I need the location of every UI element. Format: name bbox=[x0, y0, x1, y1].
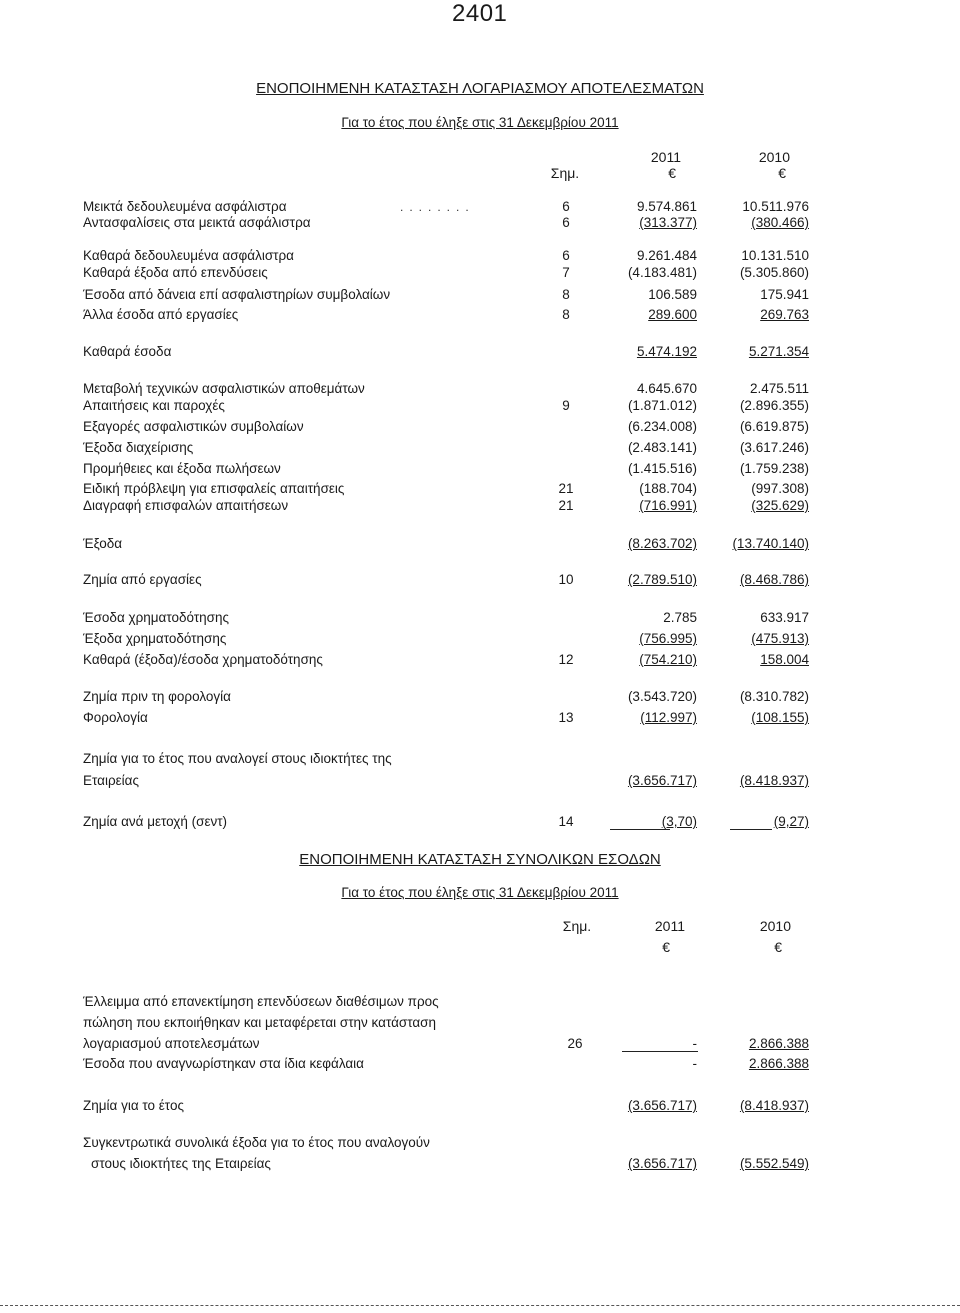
table-row bbox=[0, 772, 960, 790]
income-header-notes bbox=[0, 164, 960, 182]
value-2011: (1.871.012) bbox=[627, 398, 697, 413]
row-label: Φορολογία bbox=[83, 710, 148, 725]
value-2011: 9.261.484 bbox=[636, 248, 697, 263]
row-note: 6 bbox=[562, 215, 570, 230]
page-number: 2401 bbox=[452, 0, 508, 27]
row-label: Μεταβολή τεχνικών ασφαλιστικών αποθεμάτων bbox=[83, 381, 365, 396]
row-label: Ζημία ανά μετοχή (σεντ) bbox=[83, 814, 228, 829]
value-2010: (5.305.860) bbox=[739, 265, 809, 280]
row-label: Ειδική πρόβλεψη για επισφαλείς απαιτήσεις bbox=[83, 481, 345, 496]
year-2011: 2011 bbox=[654, 918, 685, 934]
table-row bbox=[0, 1155, 960, 1173]
value-2010: (8.310.782) bbox=[739, 689, 809, 704]
value-2011: (313.377) bbox=[639, 215, 697, 230]
value-2011: 9.574.861 bbox=[636, 199, 697, 214]
row-label: Ζημία για το έτος bbox=[83, 1098, 184, 1113]
value-2011: (2.483.141) bbox=[627, 440, 697, 455]
value-2011: (188.704) bbox=[639, 481, 697, 496]
row-note: 14 bbox=[558, 814, 574, 829]
value-2010: (3.617.246) bbox=[739, 440, 809, 455]
table-row bbox=[0, 750, 960, 768]
table-row bbox=[0, 1134, 960, 1152]
row-label: Απαιτήσεις και παροχές bbox=[83, 398, 225, 413]
note-label: Σημ. bbox=[550, 165, 580, 181]
table-row bbox=[0, 286, 960, 304]
row-label: πώληση που εκποιήθηκαν και μεταφέρεται στην κατάσταση bbox=[83, 1015, 437, 1030]
row-label: Διαγραφή επισφαλών απαιτήσεων bbox=[83, 498, 289, 513]
underline-rule bbox=[730, 829, 772, 830]
value-2011: 289.600 bbox=[648, 307, 697, 322]
value-2010: (325.629) bbox=[751, 498, 809, 513]
table-row bbox=[0, 609, 960, 627]
year-2011: 2011 bbox=[650, 149, 681, 165]
value-2010: (8.468.786) bbox=[739, 572, 809, 587]
value-2011: (716.991) bbox=[639, 498, 697, 513]
row-note: 21 bbox=[558, 481, 574, 496]
row-label: Ζημία από εργασίες bbox=[83, 572, 202, 587]
value-2011: (754.210) bbox=[639, 652, 697, 667]
value-2010: 5.271.354 bbox=[748, 344, 809, 359]
table-row bbox=[0, 343, 960, 361]
scan-edge-line bbox=[0, 1305, 960, 1306]
value-2010: 10.511.976 bbox=[742, 199, 809, 214]
value-2010: 10.131.510 bbox=[741, 248, 809, 263]
value-2011: (4.183.481) bbox=[627, 265, 697, 280]
table-row bbox=[0, 571, 960, 589]
value-2011: 2.785 bbox=[663, 610, 697, 625]
row-label: Καθαρά (έξοδα)/έσοδα χρηματοδότησης bbox=[83, 652, 323, 667]
value-2010: (9,27) bbox=[773, 814, 809, 829]
value-2011: (3.543.720) bbox=[627, 689, 697, 704]
row-note: 8 bbox=[562, 287, 570, 302]
row-label: Καθαρά έσοδα bbox=[83, 344, 172, 359]
table-row bbox=[0, 497, 960, 515]
value-2010: (8.418.937) bbox=[739, 1098, 809, 1113]
note-label: Σημ. bbox=[562, 918, 592, 934]
row-note: 8 bbox=[562, 307, 570, 322]
table-row bbox=[0, 439, 960, 457]
row-note: 21 bbox=[558, 498, 574, 513]
table-row bbox=[0, 480, 960, 498]
value-2011: (3,70) bbox=[661, 814, 697, 829]
table-row bbox=[0, 418, 960, 436]
value-2011: (756.995) bbox=[639, 631, 697, 646]
table-row bbox=[0, 1097, 960, 1115]
row-label: Μεικτά δεδουλευμένα ασφάλιστρα bbox=[83, 199, 287, 214]
value-2011: 4.645.670 bbox=[636, 381, 697, 396]
table-row bbox=[0, 993, 960, 1011]
table-row bbox=[0, 688, 960, 706]
value-2010: (997.308) bbox=[751, 481, 809, 496]
value-2010: (13.740.140) bbox=[732, 536, 809, 551]
value-2011: - bbox=[692, 1056, 697, 1071]
value-2011: 5.474.192 bbox=[636, 344, 697, 359]
value-2010: (5.552.549) bbox=[739, 1156, 809, 1171]
value-2010: 269.763 bbox=[760, 307, 809, 322]
row-label: Έξοδα bbox=[83, 536, 123, 551]
row-label: Αντασφαλίσεις στα μεικτά ασφάλιστρα bbox=[83, 215, 311, 230]
comprehensive-header-years bbox=[0, 917, 960, 935]
table-row bbox=[0, 214, 960, 232]
table-row bbox=[0, 630, 960, 648]
table-row bbox=[0, 651, 960, 669]
value-2011: (3.656.717) bbox=[627, 773, 697, 788]
row-label: λογαριασμού αποτελεσμάτων bbox=[83, 1036, 260, 1051]
value-2010: 633.917 bbox=[760, 610, 809, 625]
value-2010: (108.155) bbox=[751, 710, 809, 725]
row-label: Έσοδα από δάνεια επί ασφαλιστηρίων συμβολαίων bbox=[83, 287, 391, 302]
value-2011: - bbox=[692, 1036, 697, 1051]
table-row bbox=[0, 709, 960, 727]
currency-2011: € bbox=[668, 165, 676, 181]
value-2011: (8.263.702) bbox=[627, 536, 697, 551]
value-2010: 2.866.388 bbox=[748, 1056, 809, 1071]
row-label: Έξοδα χρηματοδότησης bbox=[83, 631, 227, 646]
table-row bbox=[0, 264, 960, 282]
value-2011: 106.589 bbox=[648, 287, 697, 302]
table-row bbox=[0, 460, 960, 478]
row-note: 6 bbox=[562, 248, 570, 263]
table-row bbox=[0, 535, 960, 553]
value-2010: (6.619.875) bbox=[739, 419, 809, 434]
row-label: Ζημία πριν τη φορολογία bbox=[83, 689, 231, 704]
row-label: Εταιρείας bbox=[83, 773, 139, 788]
currency-2011: € bbox=[662, 939, 670, 955]
underline-rule bbox=[622, 1051, 698, 1052]
row-label: Καθαρά έξοδα από επενδύσεις bbox=[83, 265, 268, 280]
table-row bbox=[0, 380, 960, 398]
value-2010: 175.941 bbox=[760, 287, 809, 302]
comprehensive-income-title: ΕΝΟΠΟΙΗΜΕΝΗ ΚΑΤΑΣΤΑΣΗ ΣΥΝΟΛΙΚΩΝ ΕΣΟΔΩΝ bbox=[299, 851, 661, 868]
table-row bbox=[0, 1055, 960, 1073]
value-2010: (380.466) bbox=[751, 215, 809, 230]
row-note: 10 bbox=[558, 572, 574, 587]
row-label: Έσοδα χρηματοδότησης bbox=[83, 610, 230, 625]
value-2011: (3.656.717) bbox=[627, 1156, 697, 1171]
table-row bbox=[0, 1014, 960, 1032]
row-label: Καθαρά δεδουλευμένα ασφάλιστρα bbox=[83, 248, 294, 263]
currency-2010: € bbox=[774, 939, 782, 955]
comprehensive-income-subtitle: Για το έτος που έληξε στις 31 Δεκεμβρίου 2011 bbox=[341, 885, 619, 900]
income-statement-subtitle: Για το έτος που έληξε στις 31 Δεκεμβρίου 2011 bbox=[341, 115, 619, 130]
table-row bbox=[0, 397, 960, 415]
value-2011: (112.997) bbox=[640, 710, 697, 725]
year-2010: 2010 bbox=[759, 918, 791, 934]
value-2010: 2.866.388 bbox=[748, 1036, 809, 1051]
currency-2010: € bbox=[778, 165, 786, 181]
value-2011: (1.415.516) bbox=[627, 461, 697, 476]
table-row bbox=[0, 813, 960, 831]
income-statement-title: ΕΝΟΠΟΙΗΜΕΝΗ ΚΑΤΑΣΤΑΣΗ ΛΟΓΑΡΙΑΣΜΟΥ ΑΠΟΤΕΛΕΣΜΑΤΩΝ bbox=[256, 80, 704, 97]
value-2010: (475.913) bbox=[751, 631, 809, 646]
row-note: 26 bbox=[567, 1036, 583, 1051]
row-label: Εξαγορές ασφαλιστικών συμβολαίων bbox=[83, 419, 304, 434]
table-row bbox=[0, 306, 960, 324]
row-note: 9 bbox=[562, 398, 570, 413]
row-label: Έξοδα διαχείρισης bbox=[83, 440, 194, 455]
leader-dots: ........ bbox=[400, 200, 475, 214]
value-2011: (2.789.510) bbox=[627, 572, 697, 587]
value-2011: (6.234.008) bbox=[627, 419, 697, 434]
row-label: Άλλα έσοδα από εργασίες bbox=[83, 307, 239, 322]
comprehensive-header-currency bbox=[0, 938, 960, 956]
row-label: Προμήθειες και έξοδα πωλήσεων bbox=[83, 461, 281, 476]
row-note: 6 bbox=[562, 199, 570, 214]
row-label: Έλλειμμα από επανεκτίμηση επενδύσεων διαθέσιμων προς bbox=[83, 994, 439, 1009]
table-row bbox=[0, 247, 960, 265]
value-2010: (8.418.937) bbox=[739, 773, 809, 788]
row-label: στους ιδιοκτήτες της Εταιρείας bbox=[91, 1156, 271, 1171]
row-label: Ζημία για το έτος που αναλογεί στους ιδιοκτήτες της bbox=[83, 751, 392, 766]
row-note: 12 bbox=[558, 652, 574, 667]
row-note: 7 bbox=[562, 265, 570, 280]
value-2010: (1.759.238) bbox=[739, 461, 809, 476]
row-label: Έσοδα που αναγνωρίστηκαν στα ίδια κεφάλαια bbox=[83, 1056, 364, 1071]
row-label: Συγκεντρωτικά συνολικά έξοδα για το έτος που αναλογούν bbox=[83, 1135, 430, 1150]
value-2010: 158.004 bbox=[760, 652, 809, 667]
value-2010: (2.896.355) bbox=[739, 398, 809, 413]
table-row bbox=[0, 1035, 960, 1053]
row-note: 13 bbox=[558, 710, 574, 725]
value-2011: (3.656.717) bbox=[627, 1098, 697, 1113]
underline-rule bbox=[610, 829, 670, 830]
year-2010: 2010 bbox=[758, 149, 790, 165]
value-2010: 2.475.511 bbox=[749, 381, 809, 396]
